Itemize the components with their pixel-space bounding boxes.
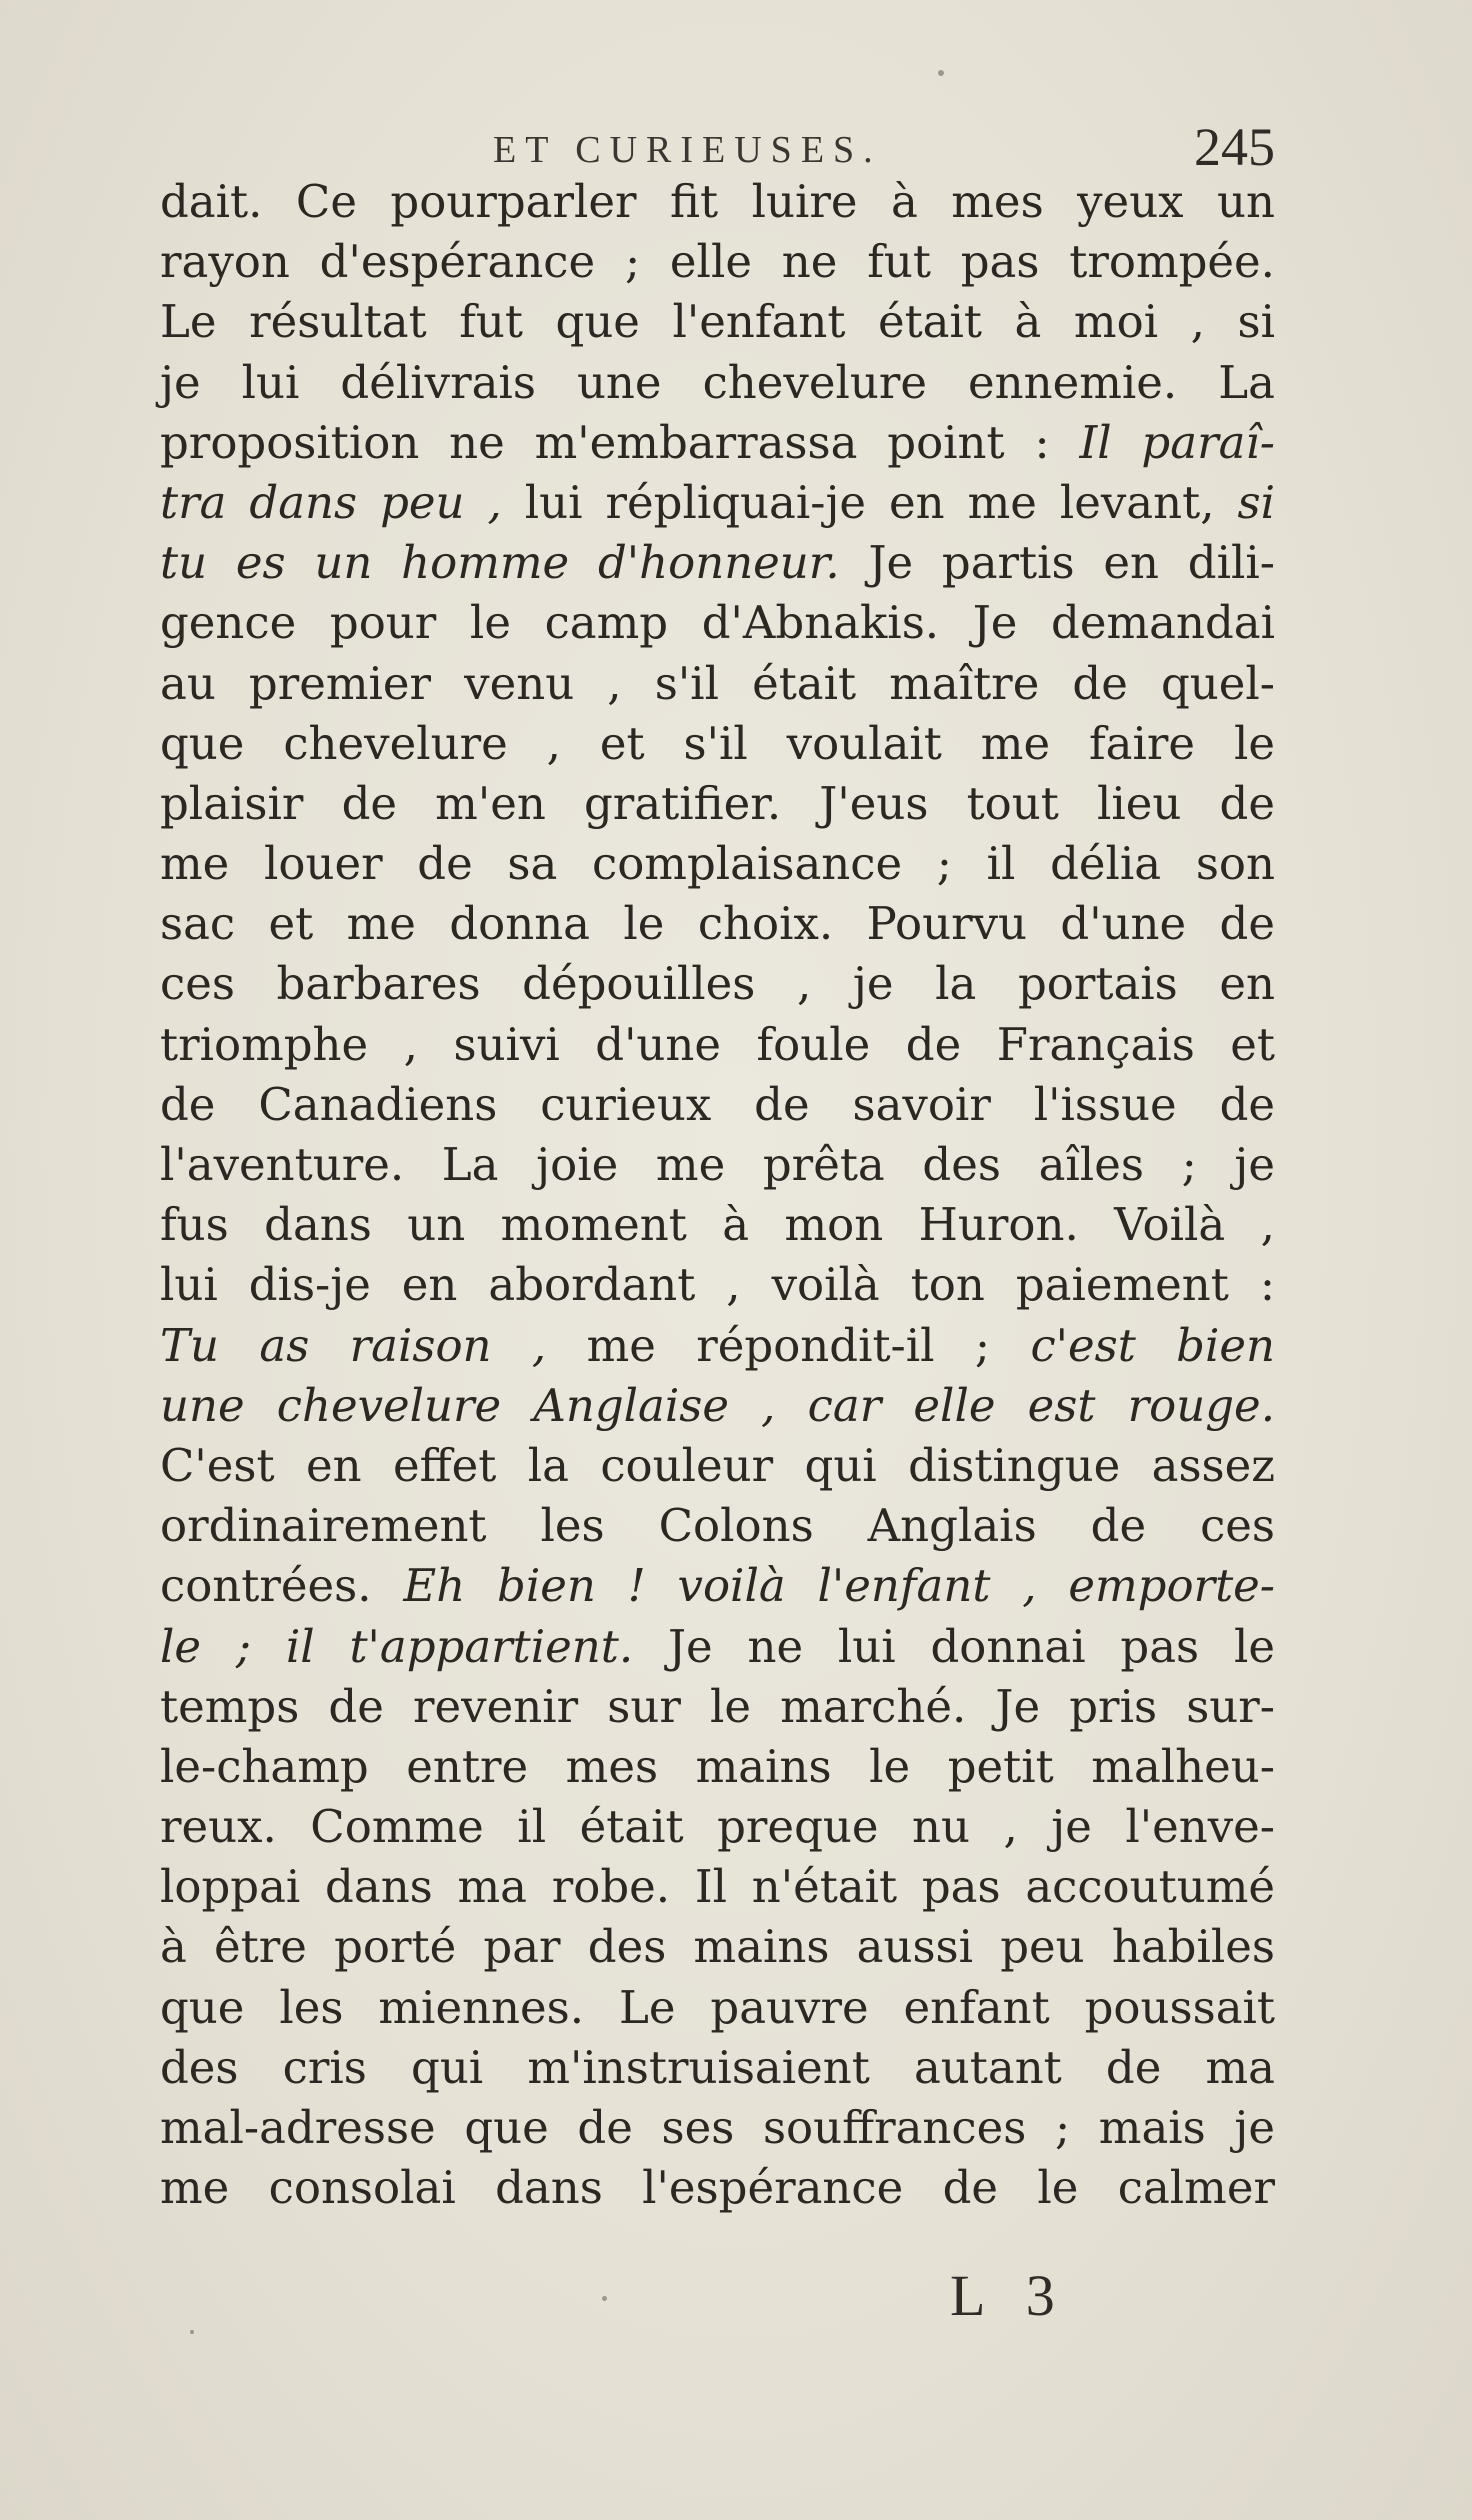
text-run: de Canadiens curieux de savoir l'issue de [160, 1077, 1275, 1131]
text-run: je lui délivrais une chevelure ennemie. La [160, 355, 1275, 409]
text-run: ordinairement les Colons Anglais de ces [160, 1499, 1275, 1553]
text-run: Je partis en dili- [839, 536, 1275, 590]
text-run: gence pour le camp d'Abnakis. Je demandai [160, 596, 1275, 650]
italic-text: une chevelure Anglaise , car elle est rouge. [160, 1378, 1275, 1432]
italic-text: tra dans peu , [160, 475, 502, 529]
text-line [160, 1015, 1275, 1075]
text-run: au premier venu , s'il était maître de quel- [160, 656, 1275, 710]
text-line [160, 1917, 1275, 1977]
text-line [160, 473, 1275, 533]
text-run: Je ne lui donnai pas le [633, 1619, 1275, 1673]
text-line [160, 1316, 1275, 1376]
text-line [160, 172, 1275, 232]
text-line [160, 1255, 1275, 1315]
text-line [160, 714, 1275, 774]
text-line [160, 232, 1275, 292]
text-line [160, 1978, 1275, 2038]
text-line [160, 1195, 1275, 1255]
text-run: loppai dans ma robe. Il n'était pas accoutumé [160, 1860, 1275, 1914]
italic-text: tu es un homme d'honneur. [160, 536, 840, 590]
text-line [160, 654, 1275, 714]
text-line [160, 1436, 1275, 1496]
text-run: C'est en effet la couleur qui distingue assez [160, 1438, 1275, 1492]
paper-speck [938, 70, 944, 76]
text-line [160, 834, 1275, 894]
text-run: le-champ entre mes mains le petit malheu- [160, 1739, 1275, 1793]
text-line [160, 1496, 1275, 1556]
text-run: lui répliquai-je en me levant, [501, 475, 1238, 529]
text-run: plaisir de m'en gratifier. J'eus tout lieu de [160, 776, 1275, 830]
text-run: à être porté par des mains aussi peu habiles [160, 1920, 1275, 1974]
text-run: me répondit-il ; [546, 1318, 1031, 1372]
text-run: ces barbares dépouilles , je la portais en [160, 957, 1275, 1011]
page-number: 245 [1194, 117, 1275, 177]
text-line [160, 1617, 1275, 1677]
text-line [160, 1135, 1275, 1195]
text-run: reux. Comme il était preque nu , je l'enve- [160, 1800, 1275, 1854]
italic-text: Tu as raison , [160, 1318, 547, 1372]
text-line [160, 353, 1275, 413]
page-header [160, 118, 1275, 178]
text-line [160, 1857, 1275, 1917]
running-head: ET CURIEUSES. [493, 129, 882, 171]
italic-text: Eh bien ! voilà l'enfant , emporte- [403, 1559, 1275, 1613]
text-run: triomphe , suivi d'une foule de Français et [160, 1017, 1275, 1071]
text-run: rayon d'espérance ; elle ne fut pas trompée. [160, 235, 1275, 289]
text-line [160, 1797, 1275, 1857]
text-line [160, 774, 1275, 834]
text-run: mal-adresse que de ses souffrances ; mais je [160, 2101, 1275, 2154]
body-text [160, 172, 1275, 2218]
text-line [160, 1737, 1275, 1797]
text-run: temps de revenir sur le marché. Je pris sur- [160, 1679, 1275, 1733]
text-line [160, 954, 1275, 1014]
text-line [160, 2158, 1275, 2218]
paper-speck [602, 2296, 607, 2301]
signature-mark: L 3 [950, 2263, 1069, 2328]
italic-text: si [1237, 475, 1275, 529]
text-line [160, 292, 1275, 352]
text-line [160, 2038, 1275, 2098]
text-line [160, 413, 1275, 473]
text-run: me louer de sa complaisance ; il délia son [160, 837, 1275, 891]
text-run: contrées. [160, 1559, 404, 1613]
text-line [160, 1376, 1275, 1436]
italic-text: le ; il t'appartient. [160, 1619, 634, 1673]
italic-text: c'est bien [1030, 1318, 1275, 1372]
text-line [160, 593, 1275, 653]
text-run: lui dis-je en abordant , voilà ton paiement : [160, 1258, 1275, 1312]
italic-text: Il paraî- [1079, 415, 1275, 469]
text-run: que chevelure , et s'il voulait me faire le [160, 716, 1275, 770]
text-run: l'aventure. La joie me prêta des aîles ; je [160, 1138, 1275, 1191]
text-run: Le résultat fut que l'enfant était à moi , si [160, 295, 1275, 349]
text-line [160, 2098, 1275, 2158]
text-run: dait. Ce pourparler fit luire à mes yeux un [160, 175, 1275, 228]
text-line [160, 1075, 1275, 1135]
text-run: sac et me donna le choix. Pourvu d'une de [160, 897, 1275, 951]
text-run: fus dans un moment à mon Huron. Voilà , [160, 1198, 1275, 1252]
text-line [160, 894, 1275, 954]
text-run: des cris qui m'instruisaient autant de ma [160, 2040, 1275, 2094]
text-line [160, 1677, 1275, 1737]
paper-speck [190, 2330, 194, 2334]
text-run: me consolai dans l'espérance de le calmer [160, 2161, 1275, 2215]
text-line [160, 1556, 1275, 1616]
text-run: proposition ne m'embarrassa point : [160, 415, 1080, 469]
text-run: que les miennes. Le pauvre enfant poussait [160, 1980, 1275, 2034]
text-line [160, 533, 1275, 593]
